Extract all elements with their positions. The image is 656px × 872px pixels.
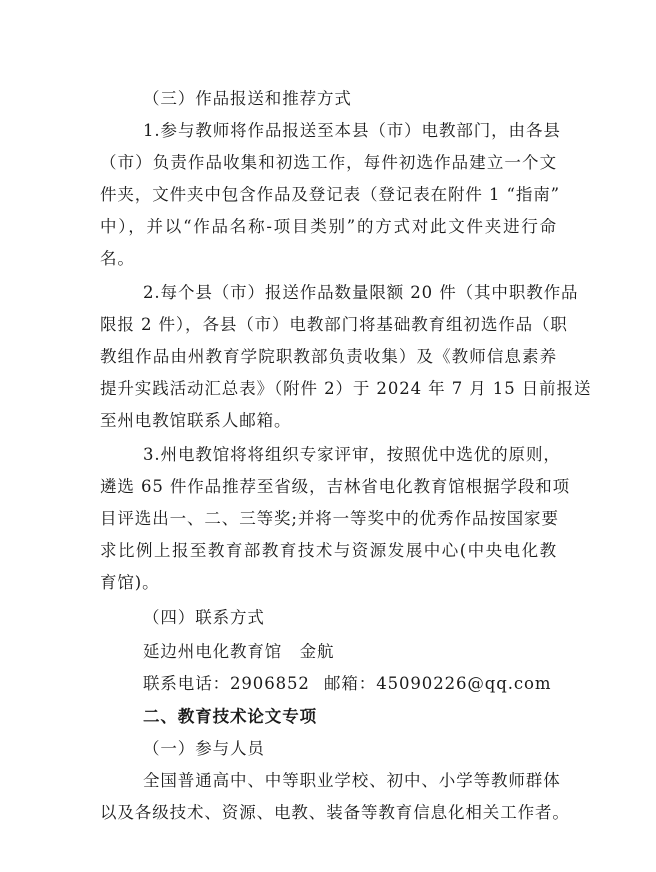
part-2-body-line: 全国普通高中、中等职业学校、初中、小学等教师群体 <box>143 771 561 790</box>
paragraph-1-line: 中），并以“作品名称-项目类别”的方式对此文件夹进行命 <box>100 217 557 236</box>
paragraph-3-line: 遴选 65 件作品推荐至省级，吉林省电化教育馆根据学段和项 <box>100 477 571 496</box>
paragraph-1-line: 名。 <box>100 249 135 268</box>
email-label: 邮箱： <box>324 674 377 693</box>
section-3-heading: （三）作品报送和推荐方式 <box>143 89 352 108</box>
contact-phone-row <box>143 674 310 694</box>
section-4-heading: （四）联系方式 <box>143 608 265 627</box>
paragraph-3-line: 目评选出一、二、三等奖;并将一等奖中的优秀作品按国家要 <box>100 509 559 528</box>
part-2-subheading: （一）参与人员 <box>143 739 265 758</box>
paragraph-3-line: 3.州电教馆将将组织专家评审，按照优中选优的原则， <box>143 445 561 464</box>
paragraph-3-line: 育馆)。 <box>100 573 160 592</box>
paragraph-2-line: 至州电教馆联系人邮箱。 <box>100 411 292 430</box>
contact-email-row <box>324 674 551 694</box>
phone-label: 联系电话： <box>143 674 230 693</box>
paragraph-2-line: 限报 2 件），各县（市）电教部门将基础教育组初选作品（职 <box>100 315 568 334</box>
paragraph-2-line: 提升实践活动汇总表》（附件 2）于 2024 年 7 月 15 日前报送 <box>100 379 592 398</box>
phone-number: 2906852 <box>230 674 310 693</box>
part-2-body-line: 以及各级技术、资源、电教、装备等教育信息化相关工作者。 <box>100 803 570 822</box>
contact-organization: 延边州电化教育馆 金航 <box>143 642 335 661</box>
paragraph-1-line: 件夹，文件夹中包含作品及登记表（登记表在附件 1 “指南” <box>100 185 560 204</box>
paragraph-2-line: 2.每个县（市）报送作品数量限额 20 件（其中职教作品 <box>143 283 579 302</box>
email-address: 45090226@qq.com <box>376 674 552 693</box>
paragraph-3-line: 求比例上报至教育部教育技术与资源发展中心(中央电化教 <box>100 541 557 560</box>
part-2-heading: 二、教育技术论文专项 <box>143 707 317 726</box>
paragraph-1-line: 1.参与教师将作品报送至本县（市）电教部门，由各县 <box>143 121 561 140</box>
paragraph-1-line: （市）负责作品收集和初选工作，每件初选作品建立一个文 <box>100 153 557 172</box>
paragraph-2-line: 教组作品由州教育学院职教部负责收集）及《教师信息素养 <box>100 347 557 366</box>
